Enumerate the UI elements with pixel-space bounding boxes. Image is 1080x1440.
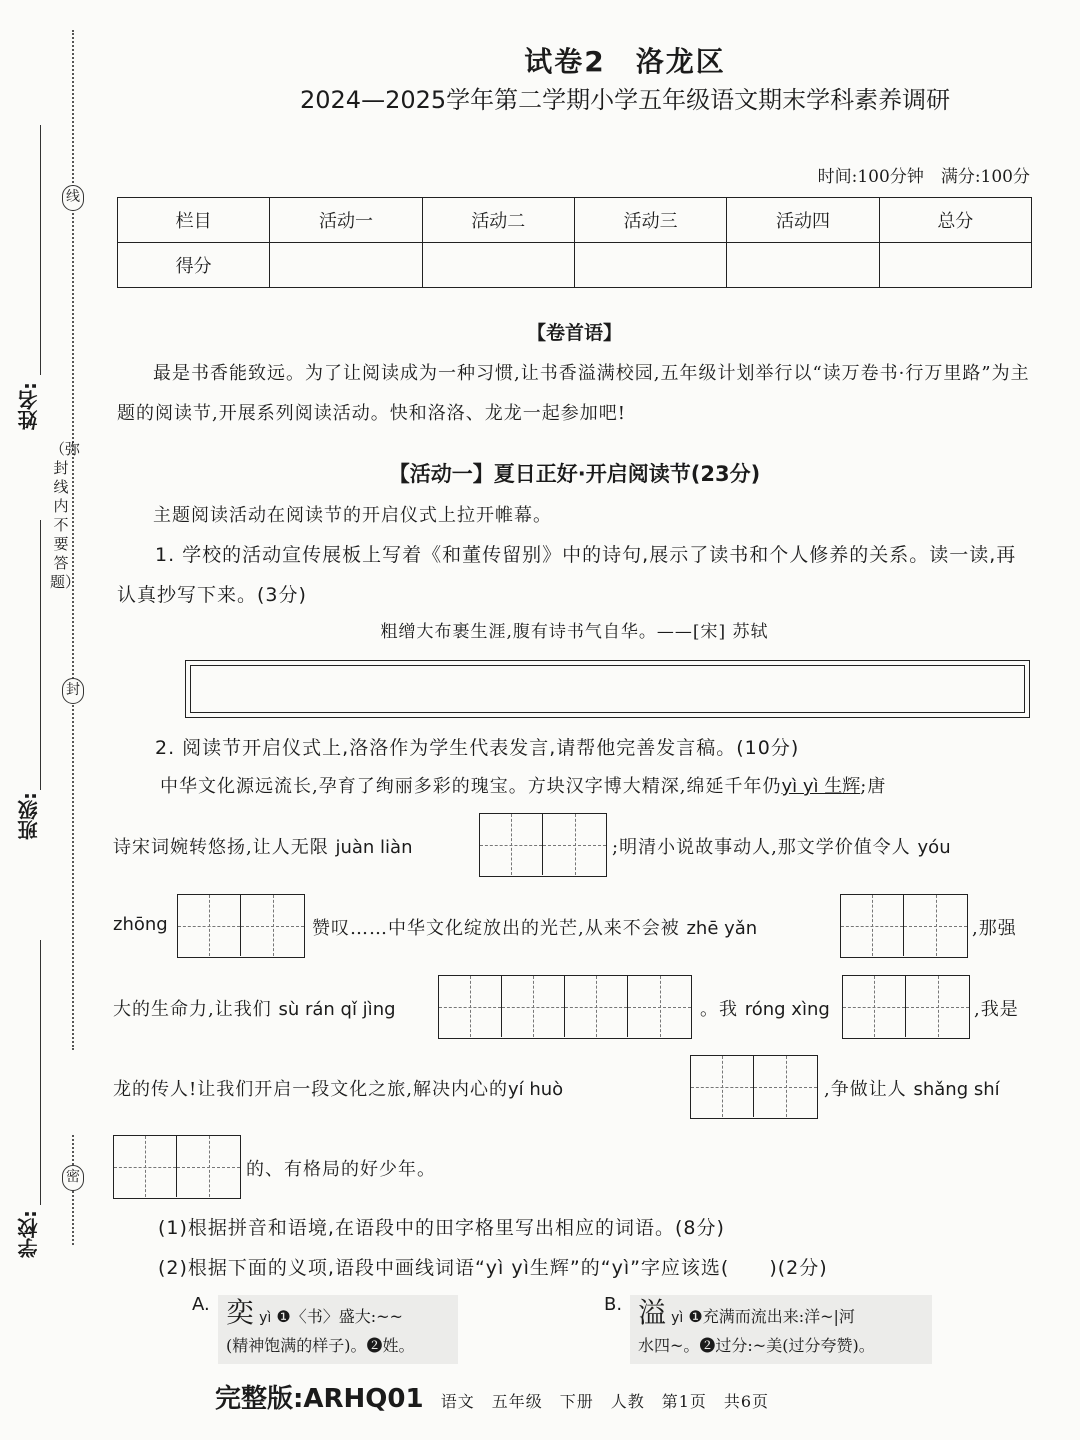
score-cell[interactable]: [270, 243, 422, 288]
activity1-intro: 主题阅读活动在阅读节的开启仪式上拉开帷幕。: [153, 505, 552, 526]
option-b-def2: 水四~。❷过分:~美(过分夸赞)。: [638, 1336, 875, 1355]
option-b-box[interactable]: [630, 1295, 932, 1364]
activity1-heading: 【活动一】夏日正好·开启阅读节(23分): [388, 462, 761, 486]
score-header-cell: 活动二: [422, 198, 574, 243]
passage-text: 龙的传人!让我们开启一段文化之旅,解决内心的: [113, 1079, 508, 1100]
passage-line-3b: [312, 914, 842, 940]
tianzi-grid-zheyan[interactable]: [840, 894, 968, 958]
passage-text: ,我是: [974, 999, 1019, 1020]
score-header-cell: 活动一: [270, 198, 422, 243]
passage-text: 中华文化源远流长,孕育了绚丽多彩的瑰宝。方块汉字博大精深,绵延千年仍: [160, 776, 782, 797]
score-table-score-row: [118, 243, 1032, 288]
passage-text: 的、有格局的好少年。: [246, 1159, 436, 1180]
edition-code: 完整版:ARHQ01: [215, 1384, 424, 1414]
option-b-char: 溢: [638, 1296, 667, 1329]
tianzi-grid-juanlian[interactable]: [479, 813, 607, 877]
score-cell[interactable]: [727, 243, 879, 288]
passage-text: 赞叹……中华文化绽放出的光芒,从来不会被: [312, 918, 680, 939]
exam-subtitle: 2024—2025学年第二学期小学五年级语文期末学科素养调研: [300, 86, 951, 114]
pinyin-prompt: yí huò: [507, 1079, 564, 1100]
pinyin-prompt: róng xìng: [744, 999, 830, 1020]
passage-text: 。我: [700, 999, 738, 1020]
preface-heading: 【卷首语】: [526, 322, 622, 344]
pinyin-prompt: zhōng: [113, 914, 168, 935]
sub-question-1: (1)根据拼音和语境,在语段中的田字格里写出相应的词语。(8分): [158, 1217, 725, 1239]
passage-line-6: [246, 1155, 646, 1181]
option-a-letter: A.: [192, 1294, 210, 1315]
tianzi-grid-suranqijing[interactable]: [438, 975, 692, 1039]
option-a-def2: (精神饱满的样子)。❷姓。: [226, 1336, 415, 1355]
tianzi-grid-shangshi[interactable]: [113, 1135, 241, 1199]
seal-char-seal: 封: [62, 678, 84, 704]
score-header-cell: 活动四: [727, 198, 879, 243]
score-cell[interactable]: [879, 243, 1031, 288]
class-label: 班级:: [17, 792, 41, 840]
no-answer-warning: （弥封线内不要答题）: [50, 440, 81, 591]
seal-char-secret: 密: [62, 1165, 84, 1191]
pinyin-prompt: shǎng shí: [913, 1079, 1000, 1100]
passage-line-4b: [700, 995, 845, 1021]
option-a-pinyin: yì: [259, 1310, 272, 1326]
time-info: 时间:100分钟 满分:100分: [817, 167, 1030, 187]
option-b-letter: B.: [604, 1294, 623, 1315]
name-underline: [40, 125, 41, 375]
tianzi-grid-youzhong[interactable]: [177, 894, 305, 958]
tianzi-grid-rongxing[interactable]: [842, 975, 970, 1039]
name-label: 姓名:: [17, 382, 41, 430]
passage-text: ,争做让人: [824, 1079, 907, 1100]
page-info: 语文 五年级 下册 人教 第1页 共6页: [440, 1392, 770, 1411]
school-label: 学校:: [17, 1210, 41, 1258]
tianzi-grid-yihuo[interactable]: [690, 1055, 818, 1119]
question-2: 2. 阅读节开启仪式上,洛洛作为学生代表发言,请帮他完善发言稿。(10分): [155, 737, 800, 759]
copy-answer-box[interactable]: [185, 660, 1030, 718]
underlined-pinyin: yì yì 生辉: [781, 776, 861, 797]
exam-title: 试卷2 洛龙区: [524, 45, 726, 78]
passage-line-3c: [972, 914, 1032, 940]
score-row-label: 得分: [118, 243, 270, 288]
score-header-cell: 总分: [879, 198, 1031, 243]
score-header-cell: 栏目: [118, 198, 270, 243]
score-table-header-row: [118, 198, 1032, 243]
sub-question-2: (2)根据下面的义项,语段中画线词语“yì yì生辉”的“yì”字应该选( )(2分): [158, 1257, 828, 1279]
passage-line-2b: [612, 833, 1032, 859]
pinyin-prompt: sù rán qǐ jìng: [278, 999, 396, 1020]
page-footer: [215, 1378, 769, 1415]
passage-text: ;唐: [860, 776, 887, 797]
passage-line-5b: [824, 1075, 1034, 1101]
pinyin-prompt: juàn liàn: [335, 837, 413, 858]
preface-text: 最是书香能致远。为了让阅读成为一种习惯,让书香溢满校园,五年级计划举行以“读万卷书·行万里路”为主题的阅读节,开展系列阅读活动。快和洛洛、龙龙一起参加吧!: [117, 363, 1030, 424]
question-1: 1. 学校的活动宣传展板上写着《和董传留别》中的诗句,展示了读书和个人修养的关系。读一读,再认真抄写下来。(3分): [117, 544, 1017, 606]
seal-line-top: [72, 30, 74, 1050]
school-underline: [40, 940, 41, 1205]
passage-text: 诗宋词婉转悠扬,让人无限: [113, 837, 329, 858]
option-b-pinyin: yì: [671, 1310, 684, 1326]
passage-line-1: [160, 772, 1030, 798]
score-cell[interactable]: [422, 243, 574, 288]
score-cell[interactable]: [574, 243, 726, 288]
score-table: [117, 197, 1032, 288]
passage-text: ;明清小说故事动人,那文学价值令人: [612, 837, 911, 858]
class-underline: [40, 520, 41, 790]
poem-line: 粗缯大布裹生涯,腹有诗书气自华。——[宋] 苏轼: [380, 622, 769, 642]
option-b-def1: ❶充满而流出来:洋~|河: [688, 1307, 855, 1326]
option-a-def1: ❶〈书〉盛大:~~: [276, 1307, 403, 1326]
passage-text: ,那强: [972, 918, 1017, 939]
score-header-cell: 活动三: [574, 198, 726, 243]
passage-line-4c: [974, 995, 1034, 1021]
binding-margin: [0, 0, 100, 1440]
pinyin-prompt: zhē yǎn: [686, 918, 758, 939]
passage-text: 大的生命力,让我们: [113, 999, 272, 1020]
seal-char-line: 线: [62, 185, 84, 211]
option-a-box[interactable]: [218, 1295, 458, 1364]
option-a-char: 奕: [226, 1296, 255, 1329]
pinyin-prompt: yóu: [917, 837, 951, 858]
